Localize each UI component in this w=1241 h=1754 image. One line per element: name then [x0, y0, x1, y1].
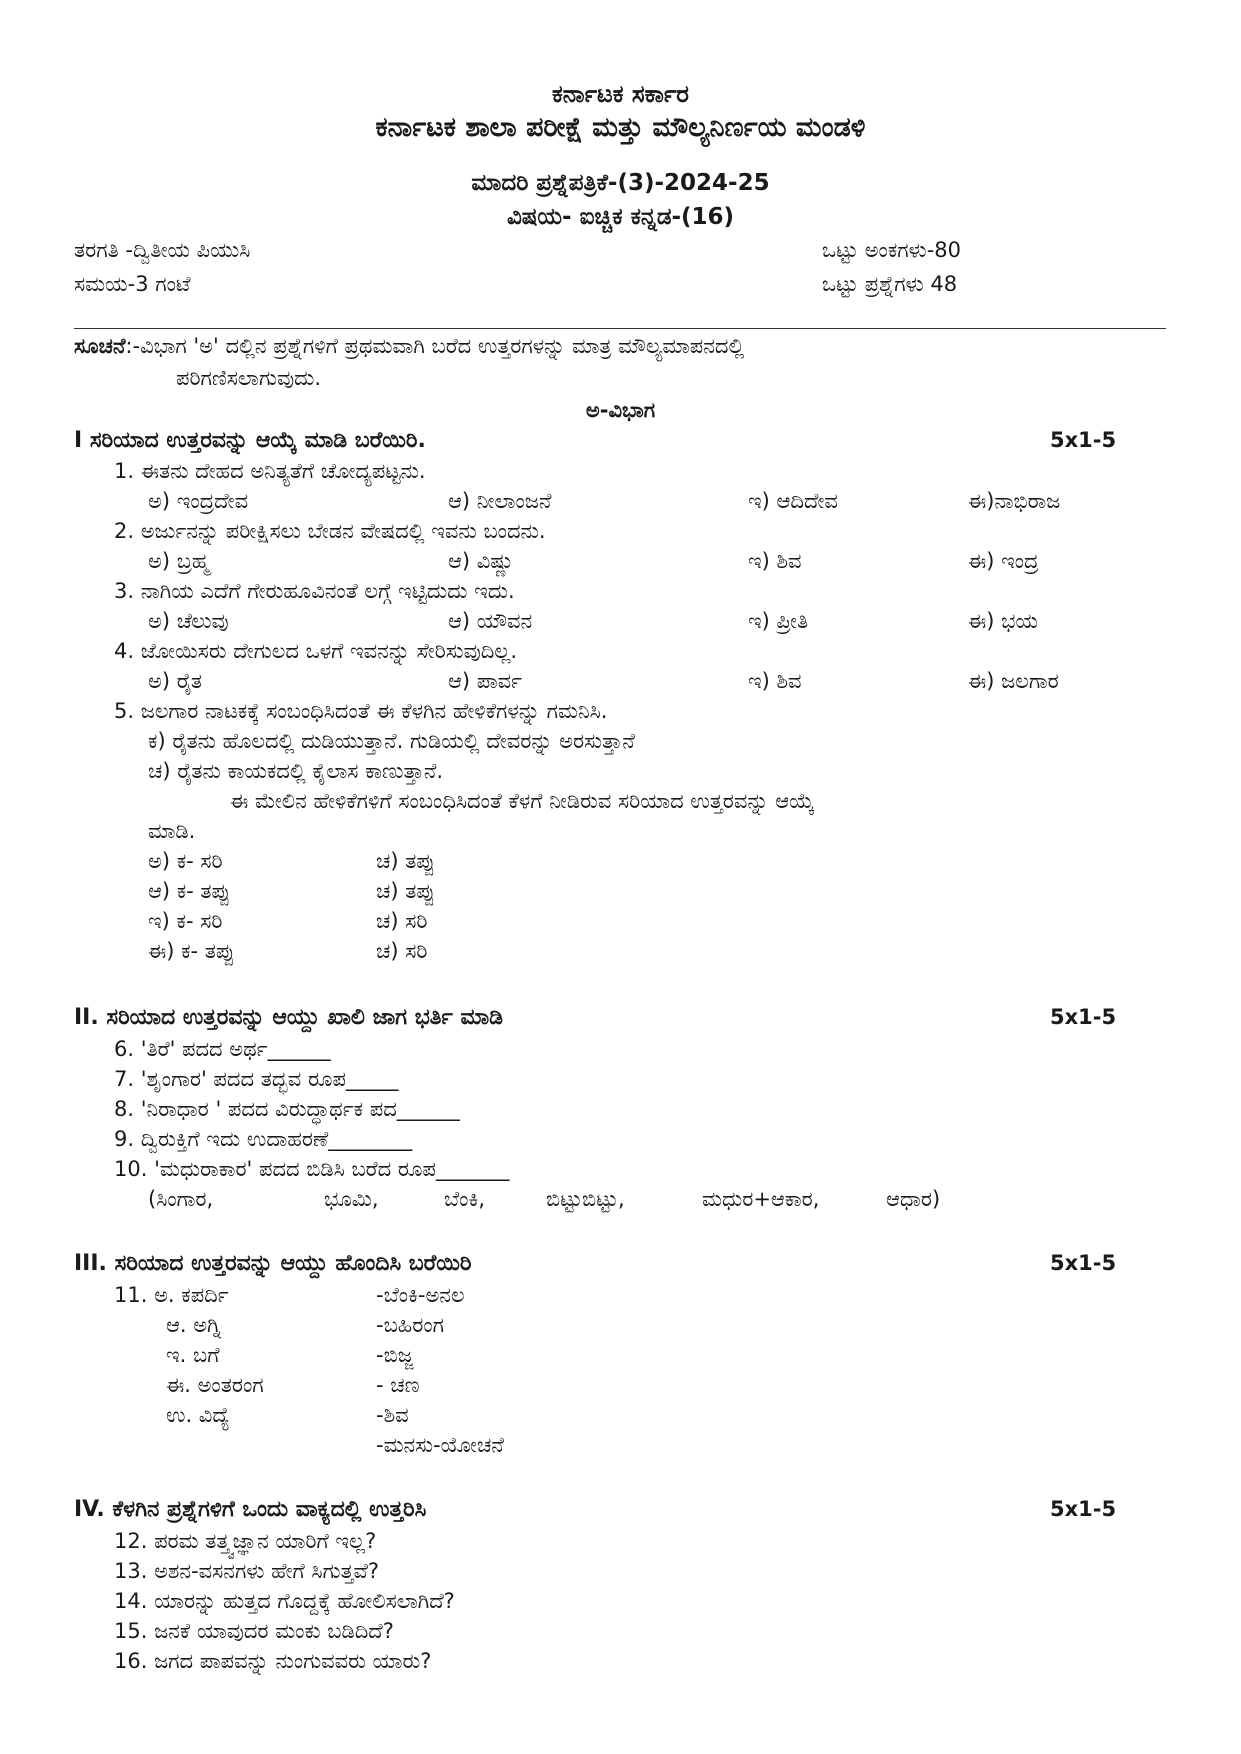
total-questions: ಒಟ್ಟು ಪ್ರಶ್ನೆಗಳು 48 — [822, 272, 958, 296]
match-right-4: - ಚಣ — [376, 1373, 420, 1397]
question-5: 5. ಜಲಗಾರ ನಾಟಕಕ್ಕೆ ಸಂಬಂಧಿಸಿದಂತೆ ಈ ಕೆಳಗಿನ ಹೇಳಿಕೆಗಳನ್ನು ಗಮನಿಸಿ. — [114, 699, 608, 723]
q2-option-a: ಅ) ಬ್ರಹ್ಮ — [148, 549, 210, 573]
question-12: 12. ಪರಮ ತತ್ತ್ವಜ್ಞಾನ ಯಾರಿಗೆ ಇಲ್ಲ? — [114, 1529, 377, 1553]
section-2-title: II. ಸರಿಯಾದ ಉತ್ತರವನ್ನು ಆಯ್ದು ಖಾಲಿ ಜಾಗ ಭರ್ತಿ ಮಾಡಿ — [74, 1005, 504, 1030]
word-bank-1: (ಸಿಂಗಾರ, — [148, 1187, 214, 1211]
word-bank-4: ಬಿಟ್ಟುಬಿಟ್ಟು, — [546, 1187, 625, 1211]
government-title: ಕರ್ನಾಟಕ ಸರ್ಕಾರ — [551, 80, 690, 108]
q4-option-a: ಅ) ರೈತ — [148, 669, 202, 693]
header-divider — [74, 328, 1166, 329]
time-label: ಸಮಯ-3 ಗಂಟೆ — [74, 272, 191, 296]
q5-statement-ka: ಕ) ರೈತನು ಹೊಲದಲ್ಲಿ ದುಡಿಯುತ್ತಾನೆ. ಗುಡಿಯಲ್ಲಿ ದೇವರನ್ನು ಅರಸುತ್ತಾನೆ — [148, 729, 635, 753]
question-1: 1. ಈತನು ದೇಹದ ಅನಿತ್ಯತೆಗೆ ಚೋದ್ಯಪಟ್ಟನು. — [114, 459, 426, 483]
question-3: 3. ನಾಗಿಯ ಎದೆಗೆ ಗೇರುಹೂವಿನಂತೆ ಲಗ್ಗೆ ಇಟ್ಟಿದುದು ಇದು. — [114, 579, 515, 603]
paper-title: ಮಾದರಿ ಪ್ರಶ್ನೆಪತ್ರಿಕೆ-(3)-2024-25 — [471, 170, 770, 196]
q2-option-d: ಈ) ಇಂದ್ರ — [968, 549, 1039, 573]
question-7: 7. 'ಶೃಂಗಾರ' ಪದದ ತದ್ಭವ ರೂಪ_____ — [114, 1067, 399, 1091]
word-bank-3: ಬೆಂಕಿ, — [444, 1187, 485, 1211]
q5-option-b-cha: ಚ) ತಪ್ಪು — [376, 879, 436, 903]
q5-instruction-1: ಈ ಮೇಲಿನ ಹೇಳಿಕೆಗಳಿಗೆ ಸಂಬಂಧಿಸಿದಂತೆ ಕೆಳಗೆ ನೀಡಿರುವ ಸರಿಯಾದ ಉತ್ತರವನ್ನು ಆಯ್ಕೆ — [230, 789, 815, 813]
q5-option-b-ka: ಆ) ಕ- ತಪ್ಪು — [148, 879, 231, 903]
instruction-line-1 — [74, 334, 744, 359]
question-15: 15. ಜನಕೆ ಯಾವುದರ ಮಂಕು ಬಡಿದಿದೆ? — [114, 1619, 394, 1643]
question-4: 4. ಜೋಯಿಸರು ದೇಗುಲದ ಒಳಗೆ ಇವನನ್ನು ಸೇರಿಸುವುದಿಲ್ಲ. — [114, 639, 518, 663]
match-right-3: -ಬಿಜ್ಜ — [376, 1343, 414, 1367]
question-6: 6. 'ತಿರೆ' ಪದದ ಅರ್ಥ______ — [114, 1037, 331, 1061]
subject-title: ವಿಷಯ- ಐಚ್ಚಿಕ ಕನ್ನಡ-(16) — [506, 204, 735, 230]
q1-option-a: ಅ) ಇಂದ್ರದೇವ — [148, 489, 249, 513]
q5-option-a-cha: ಚ) ತಪ್ಪು — [376, 849, 436, 873]
q3-option-d: ಈ) ಭಯ — [968, 609, 1038, 633]
match-left-5: ಉ. ವಿದ್ಯೆ — [166, 1403, 230, 1427]
q5-option-a-ka: ಅ) ಕ- ಸರಿ — [148, 849, 223, 873]
question-8: 8. 'ನಿರಾಧಾರ ' ಪದದ ವಿರುದ್ಧಾರ್ಥಕ ಪದ______ — [114, 1097, 460, 1121]
word-bank-2: ಭೂಮಿ, — [324, 1187, 379, 1211]
section-3-marks: 5x1-5 — [1050, 1251, 1117, 1275]
q1-option-b: ಆ) ನೀಲಾಂಜನೆ — [448, 489, 552, 513]
section-4-title: IV. ಕೆಳಗಿನ ಪ್ರಶ್ನೆಗಳಿಗೆ ಒಂದು ವಾಕ್ಯದಲ್ಲಿ ಉತ್ತರಿಸಿ — [74, 1497, 427, 1522]
q2-option-c: ಇ) ಶಿವ — [748, 549, 802, 573]
instruction-label: ಸೂಚನೆ — [74, 334, 126, 358]
word-bank-6: ಆಧಾರ) — [886, 1187, 941, 1211]
q5-option-c-cha: ಚ) ಸರಿ — [376, 909, 428, 933]
q4-option-c: ಇ) ಶಿವ — [748, 669, 802, 693]
total-marks: ಒಟ್ಟು ಅಂಕಗಳು-80 — [822, 238, 962, 262]
q4-option-d: ಈ) ಜಲಗಾರ — [968, 669, 1059, 693]
match-right-6: -ಮನಸು-ಯೋಚನೆ — [376, 1433, 504, 1457]
question-10: 10. 'ಮಧುರಾಕಾರ' ಪದದ ಬಿಡಿಸಿ ಬರೆದ ರೂಪ_______ — [114, 1157, 510, 1181]
match-left-2: ಆ. ಅಗ್ನಿ — [166, 1313, 222, 1337]
instruction-line-2: ಪರಿಗಣಿಸಲಾಗುವುದು. — [176, 366, 322, 390]
q5-statement-cha: ಚ) ರೈತನು ಕಾಯಕದಲ್ಲಿ ಕೈಲಾಸ ಕಾಣುತ್ತಾನೆ. — [148, 759, 444, 783]
question-2: 2. ಅರ್ಜುನನ್ನು ಪರೀಕ್ಷಿಸಲು ಬೇಡನ ವೇಷದಲ್ಲಿ ಇವನು ಬಂದನು. — [114, 519, 546, 543]
board-title: ಕರ್ನಾಟಕ ಶಾಲಾ ಪರೀಕ್ಷೆ ಮತ್ತು ಮೌಲ್ಯನಿರ್ಣಯ ಮಂಡಳಿ — [375, 112, 866, 143]
word-bank-5: ಮಧುರ+ಆಕಾರ, — [702, 1187, 820, 1211]
section-4-marks: 5x1-5 — [1050, 1497, 1117, 1521]
match-left-1: 11. ಅ. ಕಪರ್ದಿ — [114, 1283, 229, 1307]
question-14: 14. ಯಾರನ್ನು ಹುತ್ತದ ಗೊದ್ದಕ್ಕೆ ಹೋಲಿಸಲಾಗಿದೆ? — [114, 1589, 455, 1613]
question-13: 13. ಅಶನ-ವಸನಗಳು ಹೇಗೆ ಸಿಗುತ್ತವೆ? — [114, 1559, 379, 1583]
q3-option-b: ಆ) ಯೌವನ — [448, 609, 533, 633]
q4-option-b: ಆ) ಪಾರ್ವ — [448, 669, 522, 693]
section-1-marks: 5x1-5 — [1050, 428, 1117, 452]
section-a-heading: ಅ-ವಿಭಾಗ — [585, 398, 656, 422]
q1-option-c: ಇ) ಆದಿದೇವ — [748, 489, 838, 513]
question-9: 9. ದ್ವಿರುಕ್ತಿಗೆ ಇದು ಉದಾಹರಣೆ________ — [114, 1127, 413, 1151]
q3-option-a: ಅ) ಚೆಲುವು — [148, 609, 229, 633]
q2-option-b: ಆ) ವಿಷ್ಣು — [448, 549, 515, 573]
q5-option-d-ka: ಈ) ಕ- ತಪ್ಪು — [148, 939, 235, 963]
match-right-5: -ಶಿವ — [376, 1403, 409, 1427]
section-3-title: III. ಸರಿಯಾದ ಉತ್ತರವನ್ನು ಆಯ್ದು ಹೊಂದಿಸಿ ಬರೆಯಿರಿ — [74, 1251, 472, 1276]
q5-option-c-ka: ಇ) ಕ- ಸರಿ — [148, 909, 223, 933]
class-label: ತರಗತಿ -ದ್ವಿತೀಯ ಪಿಯುಸಿ — [74, 238, 251, 262]
match-left-3: ಇ. ಬಗೆ — [166, 1343, 220, 1367]
match-right-2: -ಬಹಿರಂಗ — [376, 1313, 444, 1337]
q5-instruction-2: ಮಾಡಿ. — [148, 819, 196, 843]
match-left-4: ಈ. ಅಂತರಂಗ — [166, 1373, 264, 1397]
q3-option-c: ಇ) ಪ್ರೀತಿ — [748, 609, 809, 633]
instruction-text: :-ವಿಭಾಗ 'ಅ' ದಲ್ಲಿನ ಪ್ರಶ್ನೆಗಳಿಗೆ ಪ್ರಥಮವಾಗಿ ಬರೆದ ಉತ್ತರಗಳನ್ನು ಮಾತ್ರ ಮೌಲ್ಯಮಾಪನದಲ್ಲಿ — [125, 334, 745, 358]
match-right-1: -ಬೆಂಕಿ-ಅನಲ — [376, 1283, 465, 1307]
q1-option-d: ಈ)ನಾಭಿರಾಜ — [968, 489, 1061, 513]
section-2-marks: 5x1-5 — [1050, 1005, 1117, 1029]
question-16: 16. ಜಗದ ಪಾಪವನ್ನು ನುಂಗುವವರು ಯಾರು? — [114, 1649, 432, 1673]
section-1-title: I ಸರಿಯಾದ ಉತ್ತರವನ್ನು ಆಯ್ಕೆ ಮಾಡಿ ಬರೆಯಿರಿ. — [74, 428, 426, 453]
q5-option-d-cha: ಚ) ಸರಿ — [376, 939, 428, 963]
